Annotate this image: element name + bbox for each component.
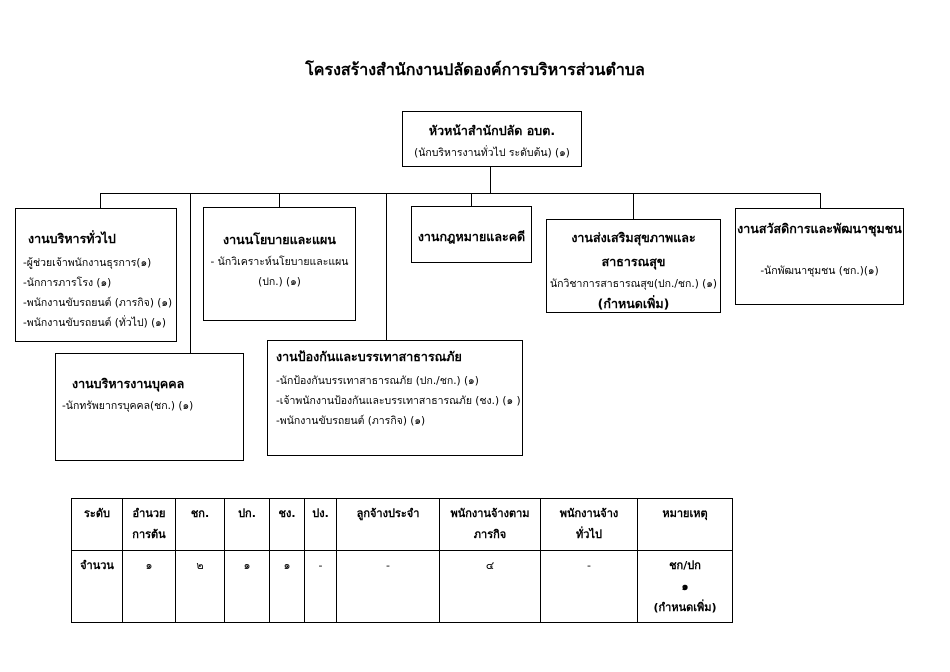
list-item: -นักป้องกันบรรเทาสาธารณภัย (ปก./ชก.) (๑) [276, 375, 479, 387]
unit-disaster-title: งานป้องกันและบรรเทาสาธารณภัย [276, 349, 462, 364]
table-header-cell: หมายเหตุ [638, 499, 733, 551]
unit-welfare [735, 208, 904, 305]
unit-general-admin [15, 208, 177, 342]
table-cell: ๑ [123, 551, 176, 623]
unit-personnel [55, 353, 244, 461]
table-header-cell: ชง. [270, 499, 305, 551]
connector-disaster [386, 193, 387, 340]
list-item: -ผู้ช่วยเจ้าพนักงานธุรการ(๑) [23, 257, 152, 269]
list-item: - นักวิเคราะห์นโยบายและแผน [210, 256, 349, 268]
table-header-cell: ลูกจ้างประจำ [337, 499, 440, 551]
unit-health [546, 219, 721, 313]
connector-head-down [490, 166, 491, 193]
summary-table [71, 498, 733, 623]
table-header-row [72, 499, 733, 551]
list-item: -เจ้าพนักงานป้องกันและบรรเทาสาธารณภัย (ชง.) (๑ ) [276, 395, 521, 407]
table-header-cell: ปง. [305, 499, 337, 551]
connector-welfare [820, 193, 821, 208]
table-cell: ๑ [270, 551, 305, 623]
list-item: (ปก.) (๑) [258, 276, 301, 288]
table-remark-cell: ชก/ปก ๑ (กำหนดเพิ่ม) [638, 551, 733, 623]
table-cell: - [541, 551, 638, 623]
unit-health-title-line2: สาธารณสุข [601, 254, 666, 269]
table-header-cell: พนักงานจ้าง ทั่วไป [541, 499, 638, 551]
table-header-cell: พนักงานจ้างตาม ภารกิจ [440, 499, 541, 551]
table-header-cell: ระดับ [72, 499, 123, 551]
table-header-cell: ปก. [225, 499, 270, 551]
table-row [72, 551, 733, 623]
head-box [402, 111, 582, 167]
unit-law [411, 206, 532, 263]
connector-general-admin [100, 193, 101, 209]
page-title: โครงสร้างสำนักงานปลัดองค์การบริหารส่วนตำบล [305, 60, 645, 79]
table-header-cell: ชก. [176, 499, 225, 551]
list-item: -พนักงานขับรถยนต์ (ทั่วไป) (๑) [23, 317, 166, 329]
connector-personnel [190, 193, 191, 353]
list-item: -นักการภารโรง (๑) [23, 277, 112, 289]
table-cell: - [305, 551, 337, 623]
unit-general-admin-title: งานบริหารทั่วไป [28, 231, 116, 246]
unit-welfare-title: งานสวัสดิการและพัฒนาชุมชน [737, 221, 902, 236]
list-item: นักวิชาการสาธารณสุข(ปก./ชก.) (๑) [549, 278, 718, 290]
unit-health-title-line1: งานส่งเสริมสุขภาพและ [571, 230, 696, 245]
table-row-label: จำนวน [72, 551, 123, 623]
head-box-title: หัวหน้าสำนักปลัด อบต. [428, 123, 556, 138]
connector-policy [279, 193, 280, 208]
head-box-subtitle: (นักบริหารงานทั่วไป ระดับต้น) (๑) [414, 147, 570, 159]
table-cell: - [337, 551, 440, 623]
table-cell: ๑ [225, 551, 270, 623]
unit-health-note: (กำหนดเพิ่ม) [597, 296, 670, 311]
unit-policy-plan [203, 207, 356, 321]
unit-policy-plan-title: งานนโยบายและแผน [223, 232, 336, 247]
list-item: -นักพัฒนาชุมชน (ชก.)(๑) [760, 265, 879, 277]
list-item: -พนักงานขับรถยนต์ (ภารกิจ) (๑) [276, 415, 426, 427]
connector-horizontal-bar [100, 193, 820, 194]
unit-disaster [267, 340, 523, 456]
list-item: -นักทรัพยากรบุคคล(ชก.) (๑) [62, 400, 194, 412]
table-header-cell: อำนวย การต้น [123, 499, 176, 551]
table-cell: ๒ [176, 551, 225, 623]
table-cell: ๔ [440, 551, 541, 623]
list-item: -พนักงานขับรถยนต์ (ภารกิจ) (๑) [23, 297, 173, 309]
connector-health [633, 193, 634, 219]
unit-personnel-title: งานบริหารงานบุคคล [72, 376, 185, 391]
unit-law-title: งานกฎหมายและคดี [417, 229, 526, 244]
connector-law [471, 193, 472, 206]
